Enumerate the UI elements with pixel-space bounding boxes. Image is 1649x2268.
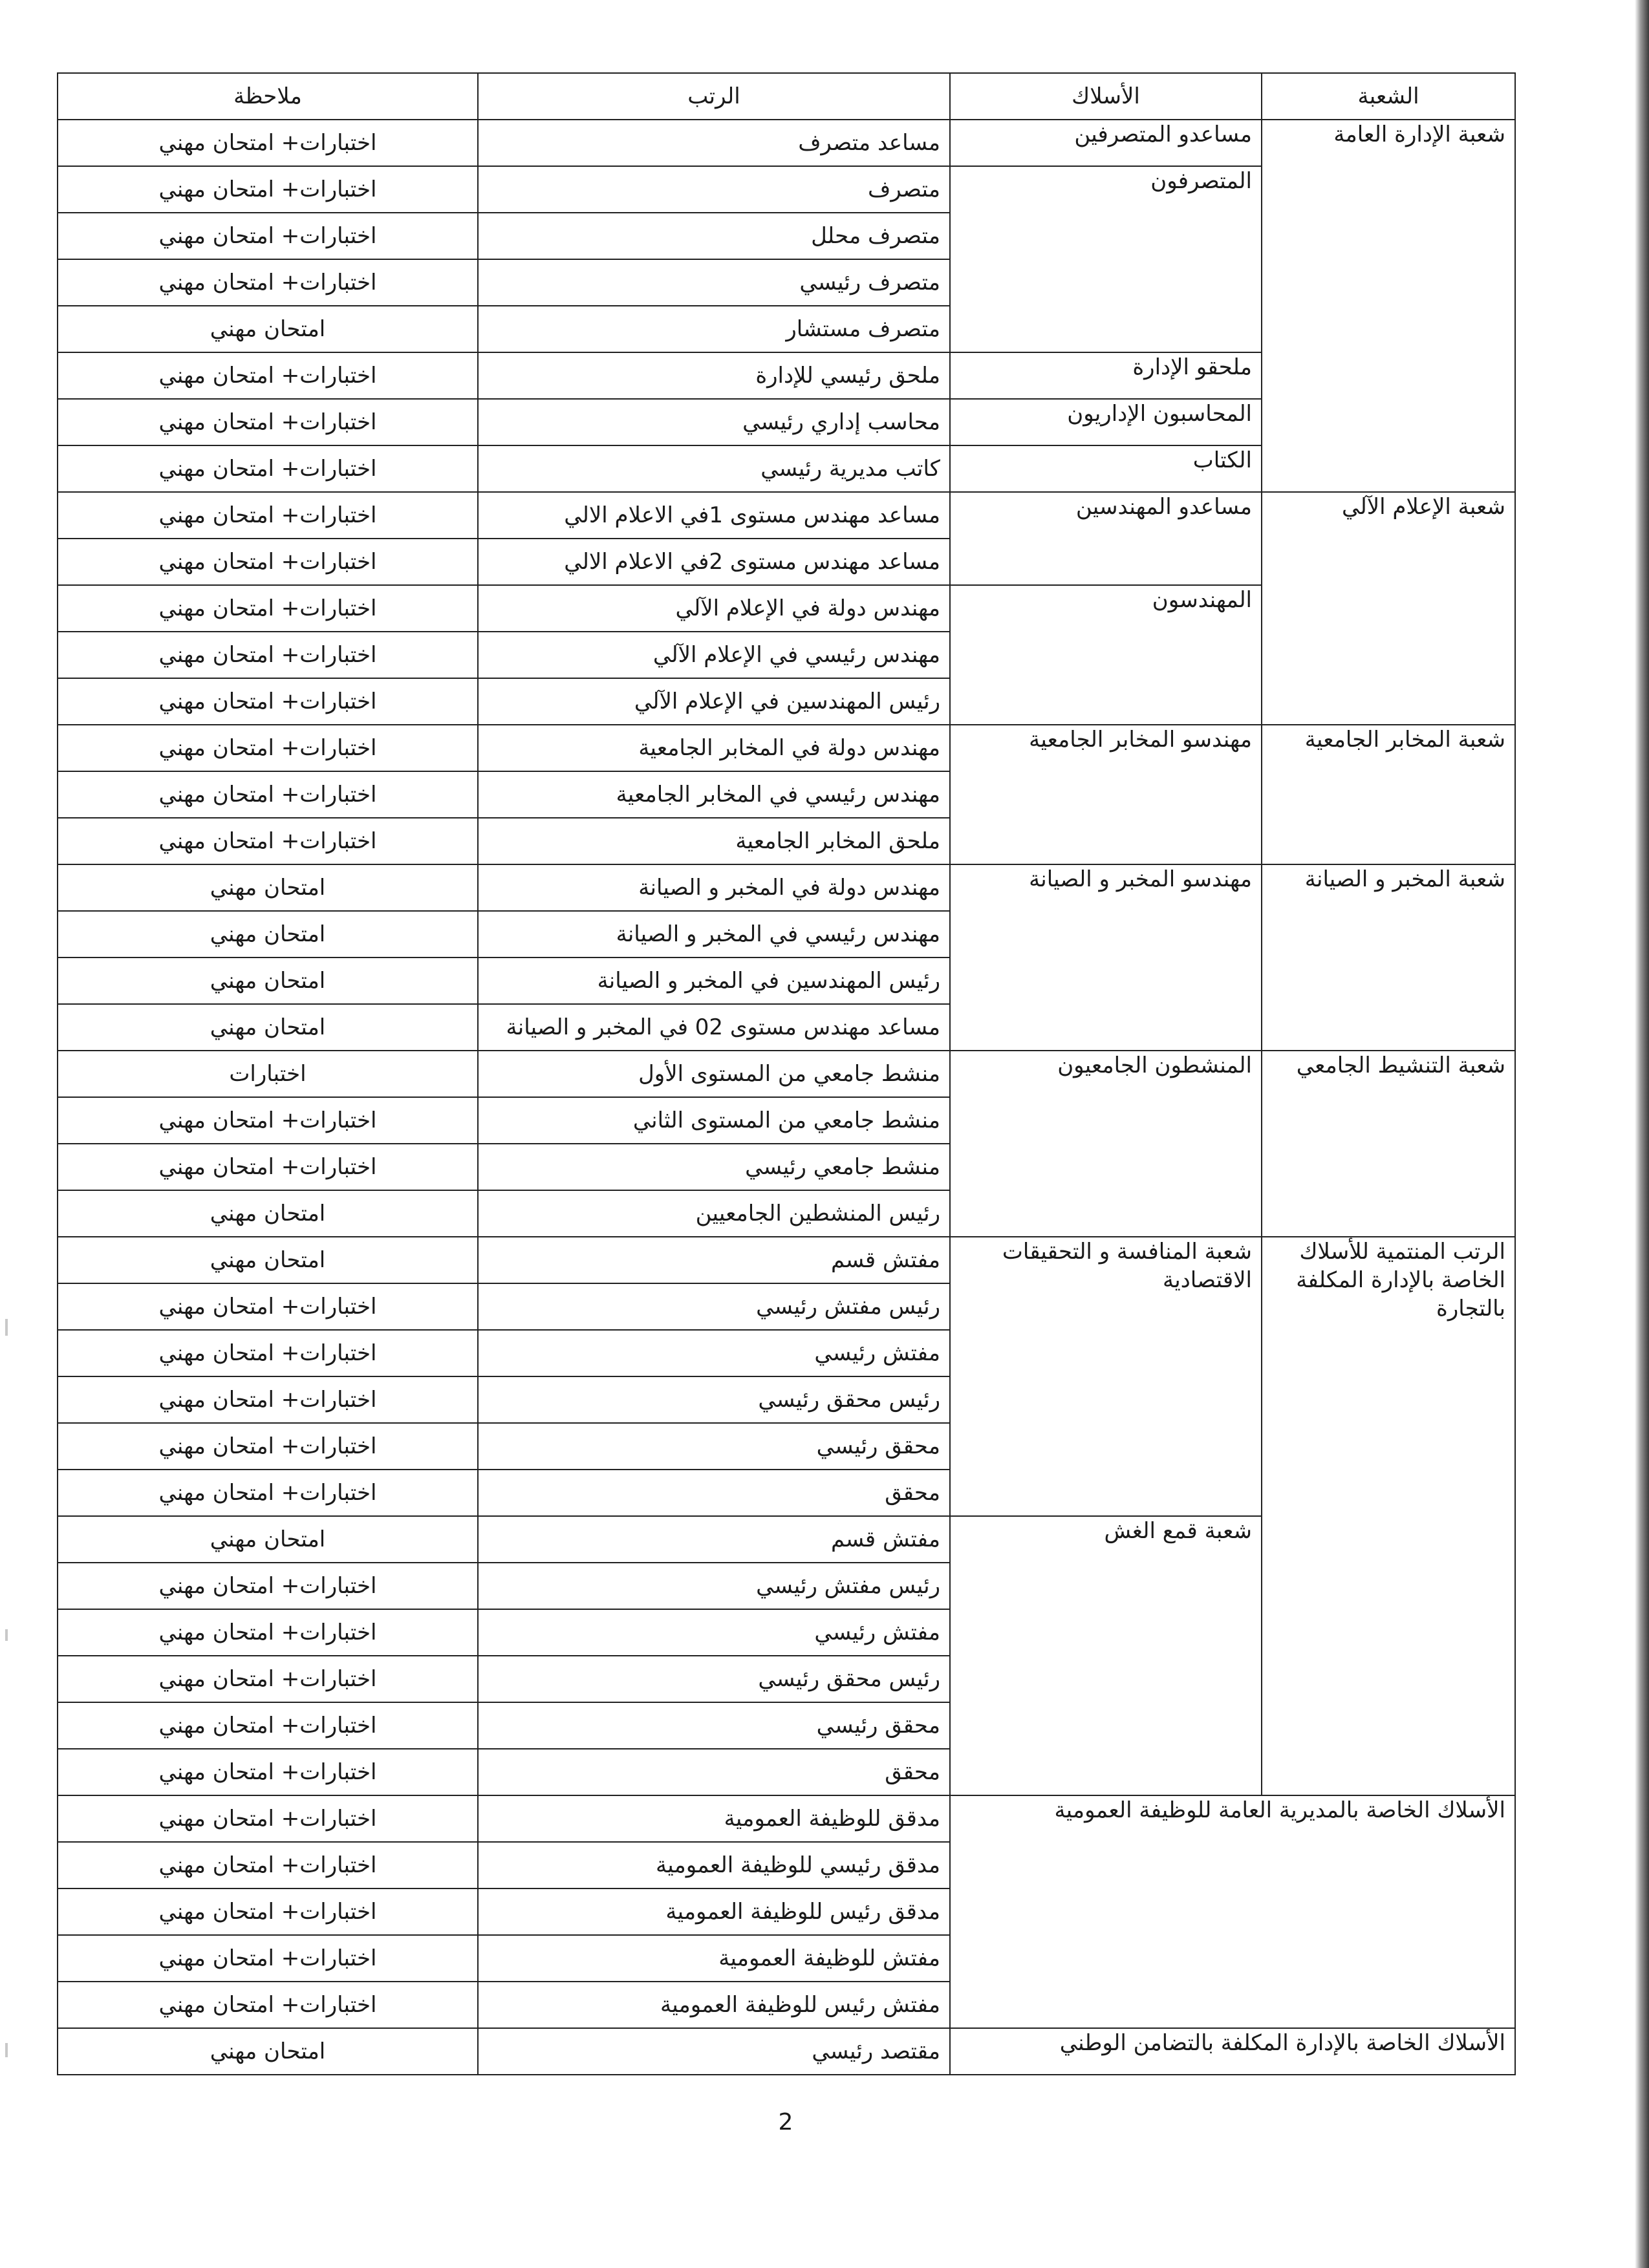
grade-cell: منشط جامعي رئيسي: [478, 1144, 950, 1190]
grade-cell: مساعد مهندس مستوى 2في الاعلام الالي: [478, 539, 950, 585]
note-cell: امتحان مهني: [58, 1516, 478, 1563]
note-cell: امتحان مهني: [58, 1004, 478, 1051]
table-row: [58, 1795, 1515, 1842]
scan-mark: [5, 1629, 8, 1641]
scan-edge-shadow: [1635, 0, 1649, 2268]
grades-table: [57, 72, 1516, 2075]
grade-cell: رئيس المنشطين الجامعيين: [478, 1190, 950, 1237]
page-number: 2: [778, 2109, 793, 2135]
grade-cell: مدقق رئيسي للوظيفة العمومية: [478, 1842, 950, 1888]
grade-cell: متصرف مستشار: [478, 306, 950, 352]
scan-mark: [5, 2043, 8, 2057]
header-corps: الأسلاك: [950, 73, 1262, 120]
corps-cell: المتصرفون: [950, 166, 1262, 352]
table-header-row: [58, 73, 1515, 120]
note-cell: اختبارات+ امتحان مهني: [58, 725, 478, 771]
note-cell: امتحان مهني: [58, 1237, 478, 1283]
grade-cell: رئيس محقق رئيسي: [478, 1656, 950, 1702]
note-cell: اختبارات+ امتحان مهني: [58, 1470, 478, 1516]
note-cell: اختبارات+ امتحان مهني: [58, 1656, 478, 1702]
grade-cell: محقق: [478, 1749, 950, 1795]
corps-cell: الكتاب: [950, 445, 1262, 492]
corps-cell: شعبة قمع الغش: [950, 1516, 1262, 1795]
grade-cell: مساعد مهندس مستوى 02 في المخبر و الصيانة: [478, 1004, 950, 1051]
note-cell: امتحان مهني: [58, 911, 478, 957]
grade-cell: مساعد مهندس مستوى 1في الاعلام الالي: [478, 492, 950, 539]
note-cell: اختبارات+ امتحان مهني: [58, 678, 478, 725]
grade-cell: مهندس دولة في المخابر الجامعية: [478, 725, 950, 771]
wide-branch-cell: الأسلاك الخاصة بالمديرية العامة للوظيفة العمومية: [950, 1795, 1515, 2028]
table-row: [58, 1051, 1515, 1097]
grade-cell: مفتش قسم: [478, 1237, 950, 1283]
note-cell: اختبارات+ امتحان مهني: [58, 352, 478, 399]
grade-cell: مفتش رئيسي: [478, 1609, 950, 1656]
note-cell: اختبارات+ امتحان مهني: [58, 1795, 478, 1842]
table-row: [58, 492, 1515, 539]
corps-cell: المنشطون الجامعيون: [950, 1051, 1262, 1237]
grade-cell: رئيس المهندسين في المخبر و الصيانة: [478, 957, 950, 1004]
grade-cell: مفتش قسم: [478, 1516, 950, 1563]
corps-cell: شعبة المنافسة و التحقيقات الاقتصادية: [950, 1237, 1262, 1516]
table-row: [58, 120, 1515, 166]
grade-cell: رئيس محقق رئيسي: [478, 1376, 950, 1423]
grade-cell: كاتب مديرية رئيسي: [478, 445, 950, 492]
grade-cell: محقق رئيسي: [478, 1702, 950, 1749]
corps-cell: المهندسون: [950, 585, 1262, 725]
note-cell: اختبارات+ امتحان مهني: [58, 632, 478, 678]
grade-cell: رئيس مفتش رئيسي: [478, 1283, 950, 1330]
branch-cell: شعبة الإعلام الآلي: [1262, 492, 1515, 725]
table-row: [58, 1237, 1515, 1283]
grade-cell: رئيس المهندسين في الإعلام الآلي: [478, 678, 950, 725]
note-cell: اختبارات+ امتحان مهني: [58, 1283, 478, 1330]
note-cell: اختبارات+ امتحان مهني: [58, 1423, 478, 1470]
grade-cell: منشط جامعي من المستوى الأول: [478, 1051, 950, 1097]
grade-cell: محقق: [478, 1470, 950, 1516]
grade-cell: مفتش للوظيفة العمومية: [478, 1935, 950, 1982]
corps-cell: ملحقو الإدارة: [950, 352, 1262, 399]
note-cell: اختبارات+ امتحان مهني: [58, 585, 478, 632]
table-row: [58, 864, 1515, 911]
note-cell: اختبارات+ امتحان مهني: [58, 1330, 478, 1376]
note-cell: اختبارات+ امتحان مهني: [58, 1888, 478, 1935]
note-cell: اختبارات+ امتحان مهني: [58, 492, 478, 539]
note-cell: اختبارات+ امتحان مهني: [58, 1144, 478, 1190]
note-cell: اختبارات+ امتحان مهني: [58, 1842, 478, 1888]
note-cell: اختبارات+ امتحان مهني: [58, 1376, 478, 1423]
note-cell: اختبارات+ امتحان مهني: [58, 1609, 478, 1656]
note-cell: اختبارات+ امتحان مهني: [58, 1749, 478, 1795]
grade-cell: مفتش رئيسي: [478, 1330, 950, 1376]
note-cell: اختبارات+ امتحان مهني: [58, 399, 478, 445]
table-row: [58, 725, 1515, 771]
corps-cell: المحاسبون الإداريون: [950, 399, 1262, 445]
grade-cell: مدقق رئيس للوظيفة العمومية: [478, 1888, 950, 1935]
grade-cell: ملحق رئيسي للإدارة: [478, 352, 950, 399]
note-cell: اختبارات+ امتحان مهني: [58, 771, 478, 818]
grade-cell: مقتصد رئيسي: [478, 2028, 950, 2075]
header-note: ملاحظة: [58, 73, 478, 120]
grade-cell: متصرف: [478, 166, 950, 213]
grade-cell: متصرف محلل: [478, 213, 950, 259]
grade-cell: مدقق للوظيفة العمومية: [478, 1795, 950, 1842]
note-cell: اختبارات+ امتحان مهني: [58, 120, 478, 166]
grade-cell: مهندس دولة في المخبر و الصيانة: [478, 864, 950, 911]
grade-cell: منشط جامعي من المستوى الثاني: [478, 1097, 950, 1144]
note-cell: اختبارات: [58, 1051, 478, 1097]
corps-cell: مساعدو المتصرفين: [950, 120, 1262, 166]
note-cell: اختبارات+ امتحان مهني: [58, 1097, 478, 1144]
note-cell: اختبارات+ امتحان مهني: [58, 1982, 478, 2028]
grade-cell: مهندس رئيسي في المخابر الجامعية: [478, 771, 950, 818]
branch-cell: شعبة التنشيط الجامعي: [1262, 1051, 1515, 1237]
grade-cell: رئيس مفتش رئيسي: [478, 1563, 950, 1609]
note-cell: امتحان مهني: [58, 957, 478, 1004]
note-cell: اختبارات+ امتحان مهني: [58, 818, 478, 864]
note-cell: امتحان مهني: [58, 2028, 478, 2075]
note-cell: اختبارات+ امتحان مهني: [58, 213, 478, 259]
note-cell: امتحان مهني: [58, 864, 478, 911]
scan-mark: [5, 1319, 8, 1336]
note-cell: اختبارات+ امتحان مهني: [58, 539, 478, 585]
branch-cell: شعبة الإدارة العامة: [1262, 120, 1515, 492]
grade-cell: مساعد متصرف: [478, 120, 950, 166]
grade-cell: متصرف رئيسي: [478, 259, 950, 306]
branch-cell: شعبة المخابر الجامعية: [1262, 725, 1515, 864]
grade-cell: ملحق المخابر الجامعية: [478, 818, 950, 864]
note-cell: اختبارات+ امتحان مهني: [58, 1935, 478, 1982]
note-cell: اختبارات+ امتحان مهني: [58, 1563, 478, 1609]
grade-cell: محاسب إداري رئيسي: [478, 399, 950, 445]
branch-cell: الرتب المنتمية للأسلاك الخاصة بالإدارة المكلفة بالتجارة: [1262, 1237, 1515, 1795]
wide-branch-cell: الأسلاك الخاصة بالإدارة المكلفة بالتضامن الوطني: [950, 2028, 1515, 2075]
note-cell: اختبارات+ امتحان مهني: [58, 1702, 478, 1749]
note-cell: اختبارات+ امتحان مهني: [58, 445, 478, 492]
header-grade: الرتب: [478, 73, 950, 120]
note-cell: امتحان مهني: [58, 1190, 478, 1237]
table-row: [58, 2028, 1515, 2075]
note-cell: امتحان مهني: [58, 306, 478, 352]
grade-cell: مهندس رئيسي في الإعلام الآلي: [478, 632, 950, 678]
corps-cell: مساعدو المهندسين: [950, 492, 1262, 585]
grade-cell: محقق رئيسي: [478, 1423, 950, 1470]
corps-cell: مهندسو المخابر الجامعية: [950, 725, 1262, 864]
header-branch: الشعبة: [1262, 73, 1515, 120]
grade-cell: مهندس رئيسي في المخبر و الصيانة: [478, 911, 950, 957]
note-cell: اختبارات+ امتحان مهني: [58, 166, 478, 213]
grade-cell: مهندس دولة في الإعلام الآلي: [478, 585, 950, 632]
table-body: [58, 120, 1515, 2075]
corps-cell: مهندسو المخبر و الصيانة: [950, 864, 1262, 1051]
grade-cell: مفتش رئيس للوظيفة العمومية: [478, 1982, 950, 2028]
note-cell: اختبارات+ امتحان مهني: [58, 259, 478, 306]
branch-cell: شعبة المخبر و الصيانة: [1262, 864, 1515, 1051]
